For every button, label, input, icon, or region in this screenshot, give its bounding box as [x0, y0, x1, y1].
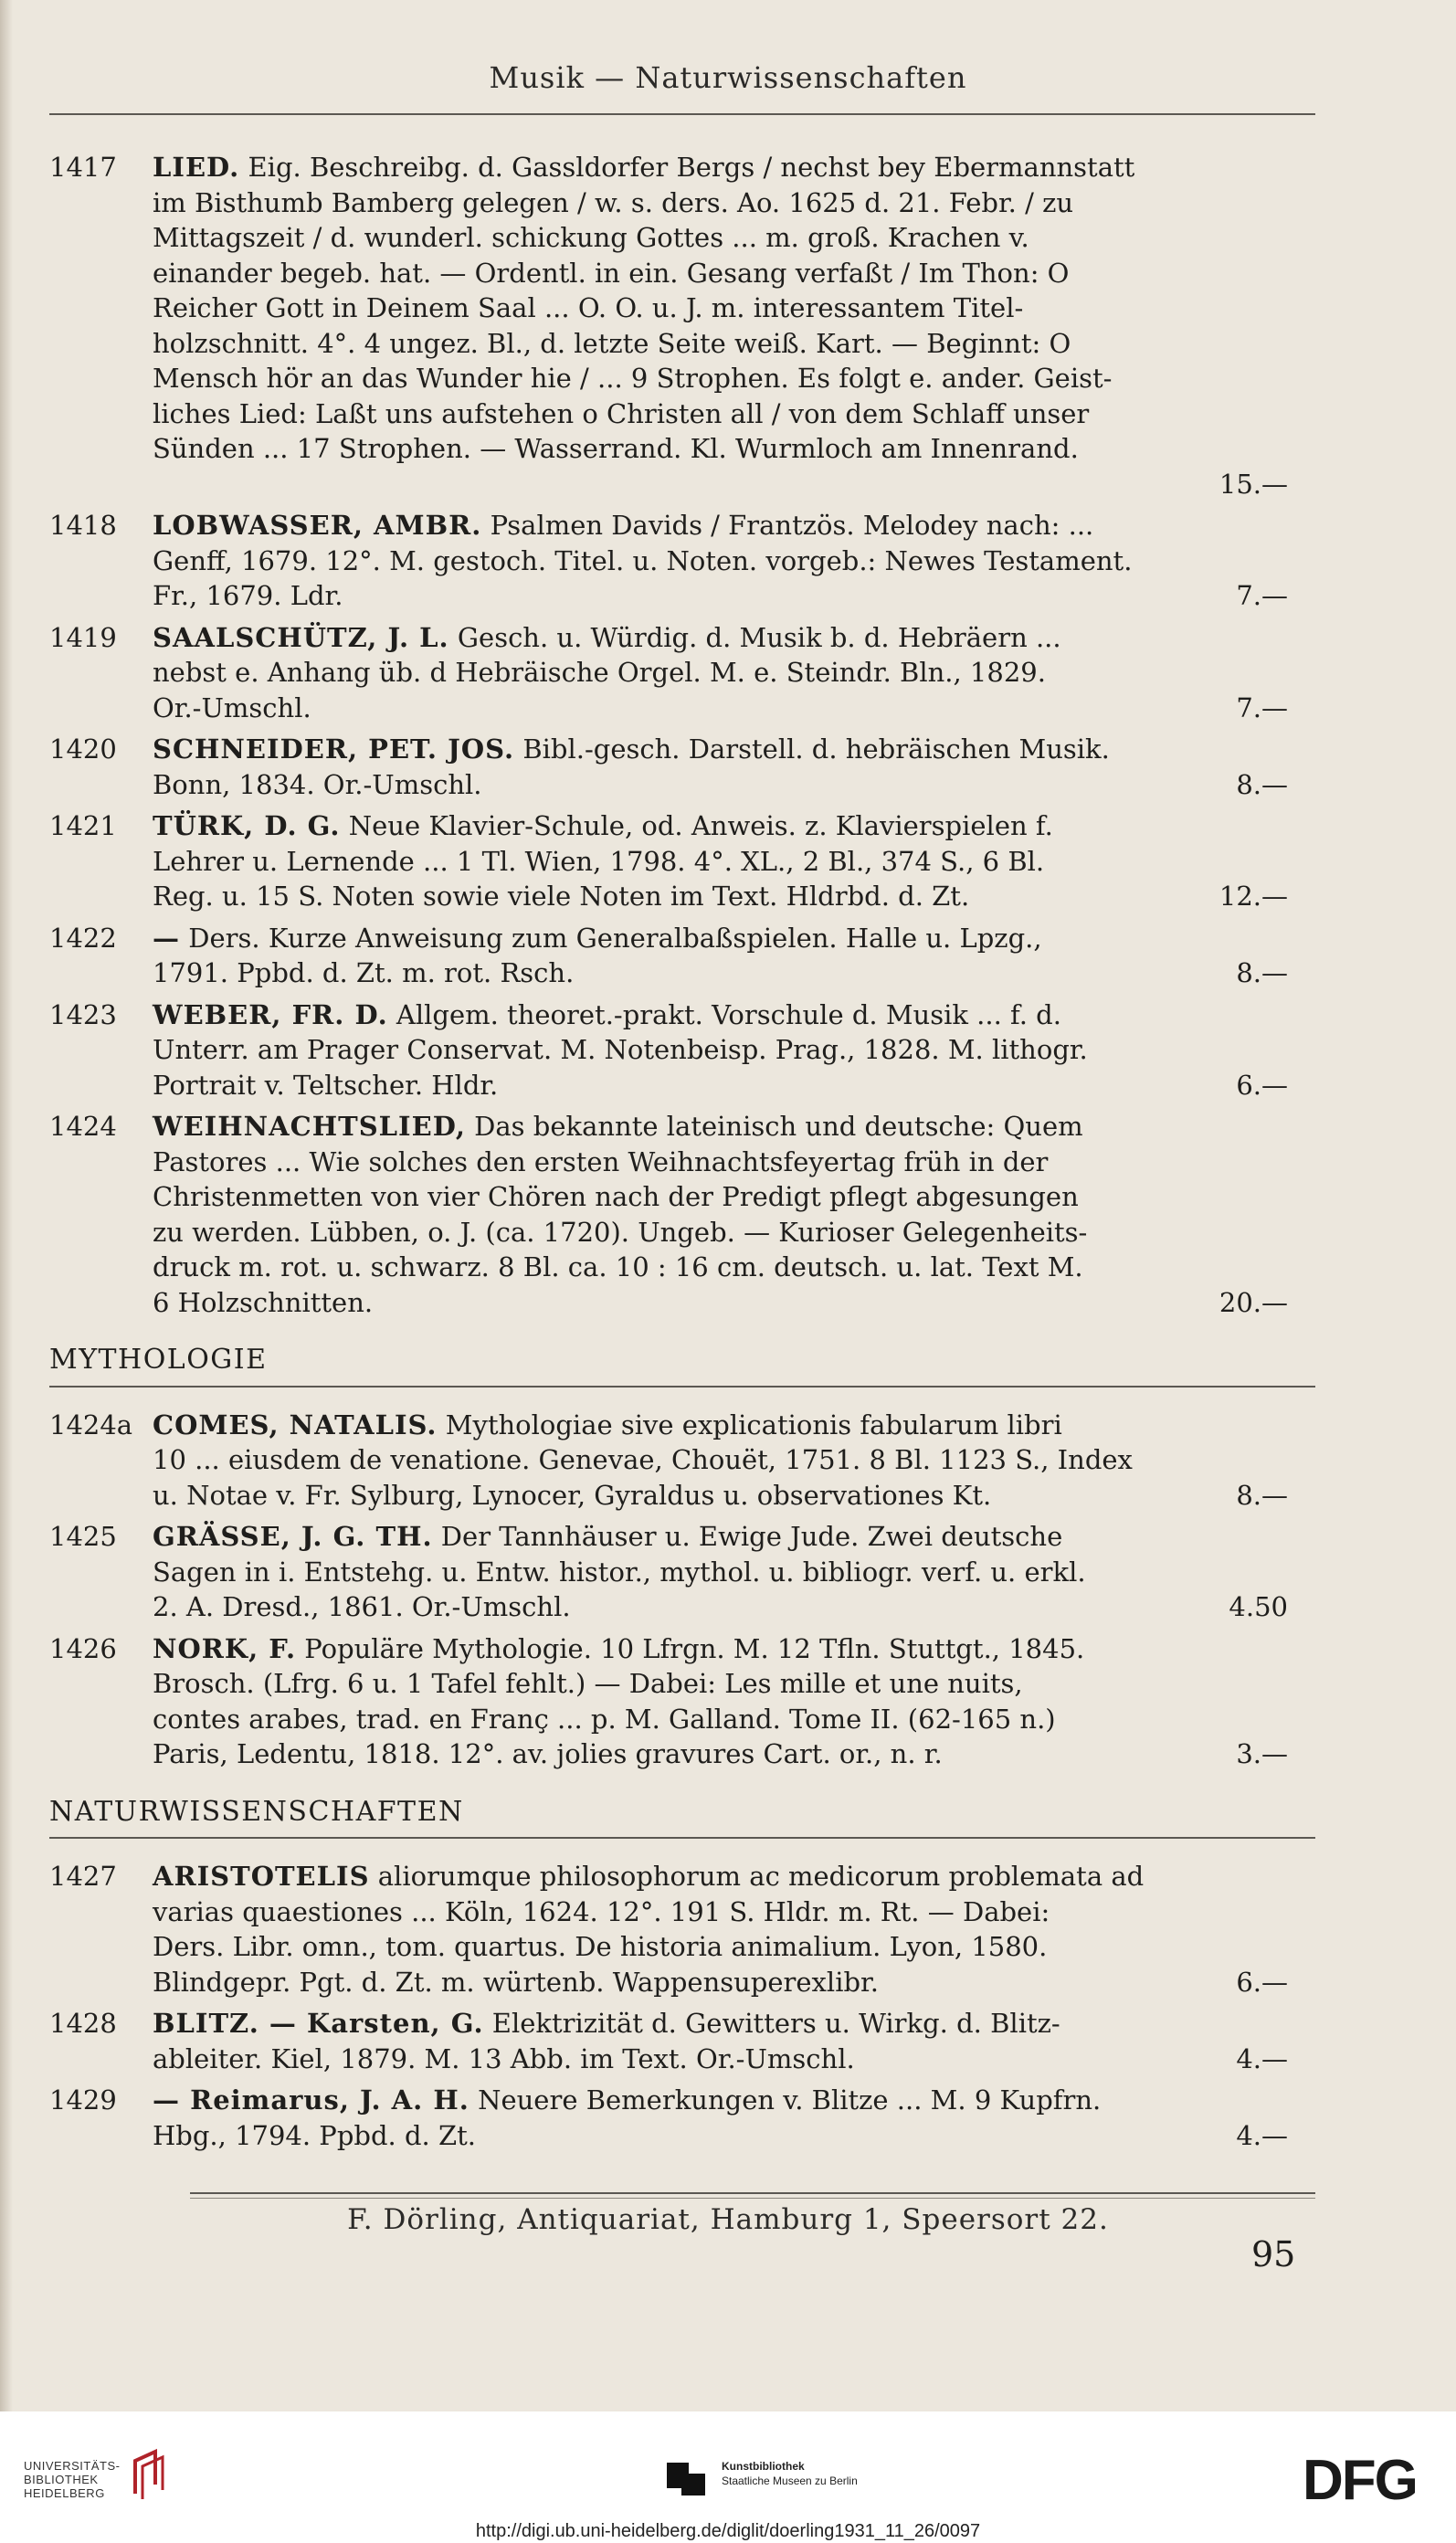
entry-line — [153, 1519, 1292, 1555]
entry-author: WEIHNACHTSLIED, — [153, 1111, 466, 1142]
entry-author: — Reimarus, J. A. H. — [153, 2084, 470, 2116]
entry-line-content: Neuere Bemerkungen v. Blitze ... M. 9 Kupfrn. — [478, 2084, 1102, 2116]
entry-line — [153, 396, 1292, 432]
entry-line-text — [153, 328, 1071, 359]
kunstbibliothek-label — [722, 2459, 858, 2488]
entry-line-content: Psalmen Davids / Frantzös. Melodey nach: ... — [490, 510, 1094, 541]
university-logo-icon — [128, 2448, 174, 2503]
entry-number: 1417 — [49, 152, 117, 183]
entry-line-content: 2. A. Dresd., 1861. Or.-Umschl. — [153, 1591, 571, 1622]
entry-line — [153, 1068, 1292, 1103]
entry-line-content: Sagen in i. Entstehg. u. Entw. histor., mythol. u. bibliogr. verf. u. erkl. — [153, 1556, 1086, 1588]
catalog-entry — [49, 1408, 1292, 1514]
entry-text — [153, 150, 1292, 501]
entry-number: 1422 — [49, 922, 117, 954]
entry-line-content: Allgem. theoret.-prakt. Vorschule d. Musik ... f. d. — [396, 998, 1061, 1030]
entry-line-text — [153, 1736, 943, 1772]
entry-line-text — [153, 1521, 1062, 1552]
entry-line — [153, 431, 1292, 467]
entry-line-content: Mensch hör an das Wunder hie / ... 9 Strophen. Es folgt e. ander. Geist- — [153, 363, 1113, 394]
entry-line-text — [153, 2084, 1101, 2116]
entry-line-text — [153, 1633, 1084, 1664]
entry-author: LOBWASSER, AMBR. — [153, 510, 482, 541]
entry-line-text — [153, 1668, 1023, 1699]
entry-number: 1420 — [49, 733, 117, 765]
section-heading-wrap — [49, 1326, 1315, 1388]
entry-line-text — [153, 1181, 1079, 1212]
catalog-entry — [49, 1631, 1292, 1772]
entry-line-text — [153, 1931, 1047, 1962]
catalog-entry — [49, 921, 1292, 991]
entry-line-content: varias quaestiones ... Köln, 1624. 12°. 191 S. Hldr. m. Rt. — Dabei: — [153, 1895, 1050, 1927]
university-line: UNIVERSITÄTS- — [24, 2459, 121, 2473]
entry-line-text — [153, 1478, 991, 1514]
entry-line-content: Or.-Umschl. — [153, 691, 311, 723]
entry-line-content: Das bekannte lateinisch und deutsche: Quem — [474, 1111, 1083, 1142]
catalog-entry — [49, 2006, 1292, 2076]
entry-line-content: Elektrizität d. Gewitters u. Wirkg. d. Blitz- — [491, 2008, 1060, 2039]
entry-line-content: Populäre Mythologie. 10 Lfrgn. M. 12 Tfln. Stuttgt., 1845. — [304, 1632, 1085, 1664]
entry-line-content: Genff, 1679. 12°. M. gestoch. Titel. u. Noten. vorgeb.: Newes Testament. — [153, 544, 1133, 576]
entry-line-content: Neue Klavier-Schule, od. Anweis. z. Klavierspielen f. — [348, 810, 1053, 841]
entry-line-text — [153, 879, 969, 914]
entry-line-text — [153, 1146, 1048, 1177]
entry-line-text — [153, 691, 311, 726]
entry-line-content: aliorumque philosophorum ac medicorum problemata ad — [377, 1861, 1145, 1892]
entry-line — [153, 1589, 1292, 1625]
entry-number: 1426 — [49, 1632, 117, 1664]
entry-number: 1418 — [49, 510, 117, 541]
entry-text — [153, 808, 1292, 914]
entry-number: 1429 — [49, 2084, 117, 2116]
entry-line-content: Ders. Libr. omn., tom. quartus. De historia animalium. Lyon, 1580. — [153, 1931, 1048, 1962]
entry-text — [153, 1408, 1292, 1514]
entry-line — [153, 691, 1292, 726]
entry-line — [153, 543, 1292, 579]
entry-line-text — [153, 1251, 1083, 1282]
catalog-entry — [49, 508, 1292, 614]
entry-line-content: Bonn, 1834. Or.-Umschl. — [153, 768, 482, 800]
entry-line-text — [153, 292, 1023, 323]
entry-line-text — [153, 733, 1110, 765]
entry-line-text — [153, 2042, 855, 2077]
entry-line-text — [153, 1704, 1056, 1735]
entry-line — [153, 185, 1292, 221]
entry-line-content: Gesch. u. Würdig. d. Musik b. d. Hebräern ... — [457, 621, 1061, 653]
entry-line-text — [153, 810, 1053, 841]
entry-line-text — [153, 363, 1112, 394]
entry-author: BLITZ. — Karsten, G. — [153, 2008, 484, 2039]
entry-author: — — [153, 922, 180, 954]
entry-price: 8.— — [1236, 1479, 1288, 1511]
entry-line-content: druck m. rot. u. schwarz. 8 Bl. ca. 10 : 16 cm. deutsch. u. lat. Text M. — [153, 1251, 1083, 1282]
entry-price: 20.— — [1219, 1286, 1288, 1318]
entry-price: 4.50 — [1229, 1591, 1288, 1622]
entry-line-text — [153, 999, 1061, 1030]
entry-author: COMES, NATALIS. — [153, 1409, 438, 1440]
footer-rule-thin — [190, 2198, 1315, 2199]
entry-line — [153, 508, 1292, 543]
entry-price: 4.— — [1236, 2119, 1288, 2151]
kunstbibliothek-title: Kunstbibliothek — [722, 2460, 805, 2473]
entry-line-text — [153, 510, 1093, 541]
entry-author: SCHNEIDER, PET. JOS. — [153, 733, 515, 765]
entry-number: 1421 — [49, 810, 117, 841]
catalog-entry — [49, 150, 1292, 501]
entry-line — [153, 1478, 1292, 1514]
entry-text — [153, 1519, 1292, 1625]
entry-line — [153, 2118, 1292, 2154]
entry-line — [153, 655, 1292, 691]
entry-line-text — [153, 222, 1029, 253]
entry-line-content: zu werden. Lübben, o. J. (ca. 1720). Ungeb. — Kurioser Gelegenheits- — [153, 1216, 1088, 1248]
entry-price: 8.— — [1236, 768, 1288, 800]
entry-line-text — [153, 152, 1134, 183]
catalog-entry — [49, 808, 1292, 914]
entry-line-text — [153, 657, 1046, 688]
entry-line — [153, 1894, 1292, 1930]
entry-line — [153, 732, 1292, 767]
entry-line-content: Unterr. am Prager Conservat. M. Notenbeisp. Prag., 1828. M. lithogr. — [153, 1034, 1088, 1065]
entry-line — [153, 955, 1292, 991]
entry-text — [153, 1109, 1292, 1320]
entry-line — [153, 1965, 1292, 2000]
entry-text — [153, 620, 1292, 726]
entry-line — [153, 1631, 1292, 1667]
dfg-logo: DFG — [1303, 2449, 1417, 2512]
entry-price: 3.— — [1236, 1738, 1288, 1769]
entry-line — [153, 844, 1292, 880]
entry-line — [153, 1032, 1292, 1068]
entry-line — [153, 921, 1292, 956]
entry-line-content: Eig. Beschreibg. d. Gassldorfer Bergs / nechst bey Ebermannstatt — [248, 152, 1135, 183]
entry-line — [153, 1442, 1292, 1478]
entry-line-text — [153, 622, 1061, 653]
entry-line — [153, 879, 1292, 914]
entry-number: 1425 — [49, 1521, 117, 1552]
publisher-line: F. Dörling, Antiquariat, Hamburg 1, Speersort 22. — [347, 2203, 1109, 2236]
entry-line — [153, 1109, 1292, 1145]
entry-price: 6.— — [1236, 1069, 1288, 1101]
catalog-entry — [49, 997, 1292, 1103]
running-head: Musik — Naturwissenschaften — [489, 60, 967, 95]
entry-number: 1423 — [49, 998, 117, 1030]
entry-author: NORK, F. — [153, 1632, 297, 1664]
entry-line-text — [153, 1896, 1050, 1927]
entry-line-text — [153, 1409, 1062, 1440]
entry-line-text — [153, 923, 1042, 954]
entry-line — [153, 220, 1292, 256]
entry-author: ARISTOTELIS — [153, 1861, 370, 1892]
entry-number: 1428 — [49, 2008, 117, 2039]
footer-rule — [190, 2192, 1315, 2194]
entry-line — [153, 767, 1292, 803]
entry-line-content: Mittagszeit / d. wunderl. schickung Gottes ... m. groß. Krachen v. — [153, 222, 1029, 253]
entry-line-content: Ders. Kurze Anweisung zum Generalbaßspielen. Halle u. Lpzg., — [188, 922, 1042, 954]
entry-line — [153, 2083, 1292, 2118]
entry-line-text — [153, 1068, 498, 1103]
entry-author: SAALSCHÜTZ, J. L. — [153, 621, 449, 653]
entry-line-content: Reicher Gott in Deinem Saal ... O. O. u. J. m. interessantem Titel- — [153, 292, 1024, 323]
entry-line-content: ableiter. Kiel, 1879. M. 13 Abb. im Text. Or.-Umschl. — [153, 2042, 855, 2074]
entry-line-text — [153, 578, 343, 614]
entry-line-content: nebst e. Anhang üb. d Hebräische Orgel. M. e. Steindr. Bln., 1829. — [153, 657, 1046, 688]
catalog-content — [49, 150, 1292, 2159]
entry-line-content: einander begeb. hat. — Ordentl. in ein. Gesang verfaßt / Im Thon: O — [153, 257, 1070, 289]
entry-number: 1424a — [49, 1409, 133, 1440]
entry-line-content: 10 ... eiusdem de venatione. Genevae, Chouët, 1751. 8 Bl. 1123 S., Index — [153, 1444, 1133, 1475]
entry-line — [153, 361, 1292, 396]
entry-line-text — [153, 1285, 373, 1321]
permalink-url[interactable]: http://digi.ub.uni-heidelberg.de/diglit/doerling1931_11_26/0097 — [475, 2521, 981, 2541]
entry-line — [153, 290, 1292, 326]
entry-line — [153, 1215, 1292, 1250]
entry-line-content: holzschnitt. 4°. 4 ungez. Bl., d. letzte Seite weiß. Kart. — Beginnt: O — [153, 327, 1071, 359]
entry-line-text — [153, 433, 1079, 464]
entry-author: GRÄSSE, J. G. TH. — [153, 1521, 433, 1552]
entry-price: 12.— — [1219, 881, 1288, 912]
entry-line-text — [153, 2118, 476, 2154]
entry-line-content: Pastores ... Wie solches den ersten Weihnachtsfeyertag früh in der — [153, 1145, 1049, 1177]
entry-line — [153, 1929, 1292, 1965]
entry-line — [153, 1285, 1292, 1321]
entry-price: 4.— — [1236, 2042, 1288, 2074]
entry-line — [153, 808, 1292, 844]
page-number: 95 — [1251, 2234, 1296, 2274]
entry-line — [153, 326, 1292, 362]
entry-line-text — [153, 1111, 1083, 1142]
entry-line-text — [153, 1556, 1086, 1588]
entry-line-content: 1791. Ppbd. d. Zt. m. rot. Rsch. — [153, 957, 575, 988]
entry-number: 1427 — [49, 1861, 117, 1892]
kunstbibliothek-logo-icon — [663, 2457, 711, 2503]
entry-line — [153, 256, 1292, 291]
entry-line-text — [153, 545, 1132, 576]
entry-line-text — [153, 1444, 1133, 1475]
entry-line-content: contes arabes, trad. en Franç ... p. M. Galland. Tome II. (62-165 n.) — [153, 1703, 1056, 1735]
entry-line-content: im Bisthumb Bamberg gelegen / w. s. ders. Ao. 1625 d. 21. Febr. / zu — [153, 186, 1074, 218]
digitization-footer — [0, 2411, 1456, 2543]
catalog-entry — [49, 2083, 1292, 2153]
entry-line-text — [153, 767, 482, 803]
entry-number: 1424 — [49, 1111, 117, 1142]
entry-line-content: Brosch. (Lfrg. 6 u. 1 Tafel fehlt.) — Dabei: Les mille et une nuits, — [153, 1668, 1023, 1699]
entry-line-content: Bibl.-gesch. Darstell. d. hebräischen Musik. — [522, 733, 1110, 765]
entry-text — [153, 508, 1292, 614]
entry-line-content: Mythologiae sive explicationis fabularum libri — [445, 1409, 1062, 1440]
entry-author: TÜRK, D. G. — [153, 810, 341, 841]
entry-price: 7.— — [1236, 580, 1288, 611]
entry-price: 6.— — [1236, 1966, 1288, 1998]
university-line: BIBLIOTHEK — [24, 2473, 99, 2486]
entry-line — [153, 2042, 1292, 2077]
entry-line-text — [153, 1589, 571, 1625]
section-heading: NATURWISSENSCHAFTEN — [49, 1795, 464, 1828]
catalog-entry — [49, 732, 1292, 802]
university-line: HEIDELBERG — [24, 2486, 105, 2500]
entry-line-text — [153, 398, 1089, 429]
entry-text — [153, 1631, 1292, 1772]
section-heading: MYTHOLOGIE — [49, 1344, 268, 1376]
entry-line-content: u. Notae v. Fr. Sylburg, Lynocer, Gyraldus u. observationes Kt. — [153, 1479, 992, 1511]
entry-line-content: Portrait v. Teltscher. Hldr. — [153, 1069, 499, 1101]
entry-line — [153, 1666, 1292, 1702]
entry-line-content: Reg. u. 15 S. Noten sowie viele Noten im Text. Hldrbd. d. Zt. — [153, 881, 970, 912]
catalog-entry — [49, 1519, 1292, 1625]
university-library-label — [24, 2459, 120, 2500]
entry-line — [153, 1408, 1292, 1443]
entry-line-text — [153, 1034, 1088, 1065]
entry-line — [153, 1145, 1292, 1180]
entry-line-text — [153, 2008, 1060, 2039]
header-rule — [49, 113, 1315, 115]
entry-line — [153, 1702, 1292, 1737]
entry-line-text — [153, 1861, 1144, 1892]
entry-line — [153, 2006, 1292, 2042]
entry-line — [153, 620, 1292, 656]
catalog-entry — [49, 620, 1292, 726]
entry-text — [153, 732, 1292, 802]
entry-line-text — [153, 1965, 879, 2000]
entry-line-content: liches Lied: Laßt uns aufstehen o Christen all / von dem Schlaff unser — [153, 397, 1090, 429]
entry-line-text — [153, 187, 1073, 218]
entry-line-content: Fr., 1679. Ldr. — [153, 580, 343, 611]
entry-text — [153, 2083, 1292, 2153]
entry-line-content: Christenmetten von vier Chören nach der Predigt pflegt abgesungen — [153, 1181, 1079, 1212]
entry-text — [153, 1859, 1292, 2000]
entry-line — [153, 1555, 1292, 1590]
entry-line-text — [153, 1217, 1087, 1248]
catalog-entry — [49, 1859, 1292, 2000]
entry-line-text — [153, 955, 574, 991]
entry-line-content: Blindgepr. Pgt. d. Zt. m. würtenb. Wappensuperexlibr. — [153, 1966, 879, 1998]
kunstbibliothek-subtitle: Staatliche Museen zu Berlin — [722, 2474, 858, 2487]
entry-line — [153, 578, 1292, 614]
entry-price: 7.— — [1236, 691, 1288, 723]
entry-author: WEBER, FR. D. — [153, 998, 388, 1030]
entry-line-text — [153, 846, 1044, 877]
section-heading-wrap — [49, 1778, 1315, 1840]
entry-line — [153, 1736, 1292, 1772]
entry-text — [153, 2006, 1292, 2076]
entry-text — [153, 997, 1292, 1103]
entry-line-content: Hbg., 1794. Ppbd. d. Zt. — [153, 2119, 476, 2151]
entry-author: LIED. — [153, 152, 240, 183]
entry-line-text — [153, 258, 1069, 289]
entry-line-content: Der Tannhäuser u. Ewige Jude. Zwei deutsche — [440, 1521, 1063, 1552]
entry-number: 1419 — [49, 621, 117, 653]
entry-price: 8.— — [1236, 957, 1288, 988]
entry-line-content: Paris, Ledentu, 1818. 12°. av. jolies gravures Cart. or., n. r. — [153, 1738, 943, 1769]
entry-line — [153, 1250, 1292, 1285]
entry-line — [153, 150, 1292, 185]
entry-line — [153, 997, 1292, 1033]
entry-line-content: Lehrer u. Lernende ... 1 Tl. Wien, 1798. 4°. XL., 2 Bl., 374 S., 6 Bl. — [153, 845, 1045, 877]
entry-price: 15.— — [1219, 468, 1288, 500]
entry-line-content: 6 Holzschnitten. — [153, 1286, 374, 1318]
entry-line — [153, 1859, 1292, 1894]
entry-line-content: Sünden ... 17 Strophen. — Wasserrand. Kl. Wurmloch am Innenrand. — [153, 433, 1079, 464]
entry-line — [153, 1179, 1292, 1215]
entry-text — [153, 921, 1292, 991]
catalog-entry — [49, 1109, 1292, 1320]
